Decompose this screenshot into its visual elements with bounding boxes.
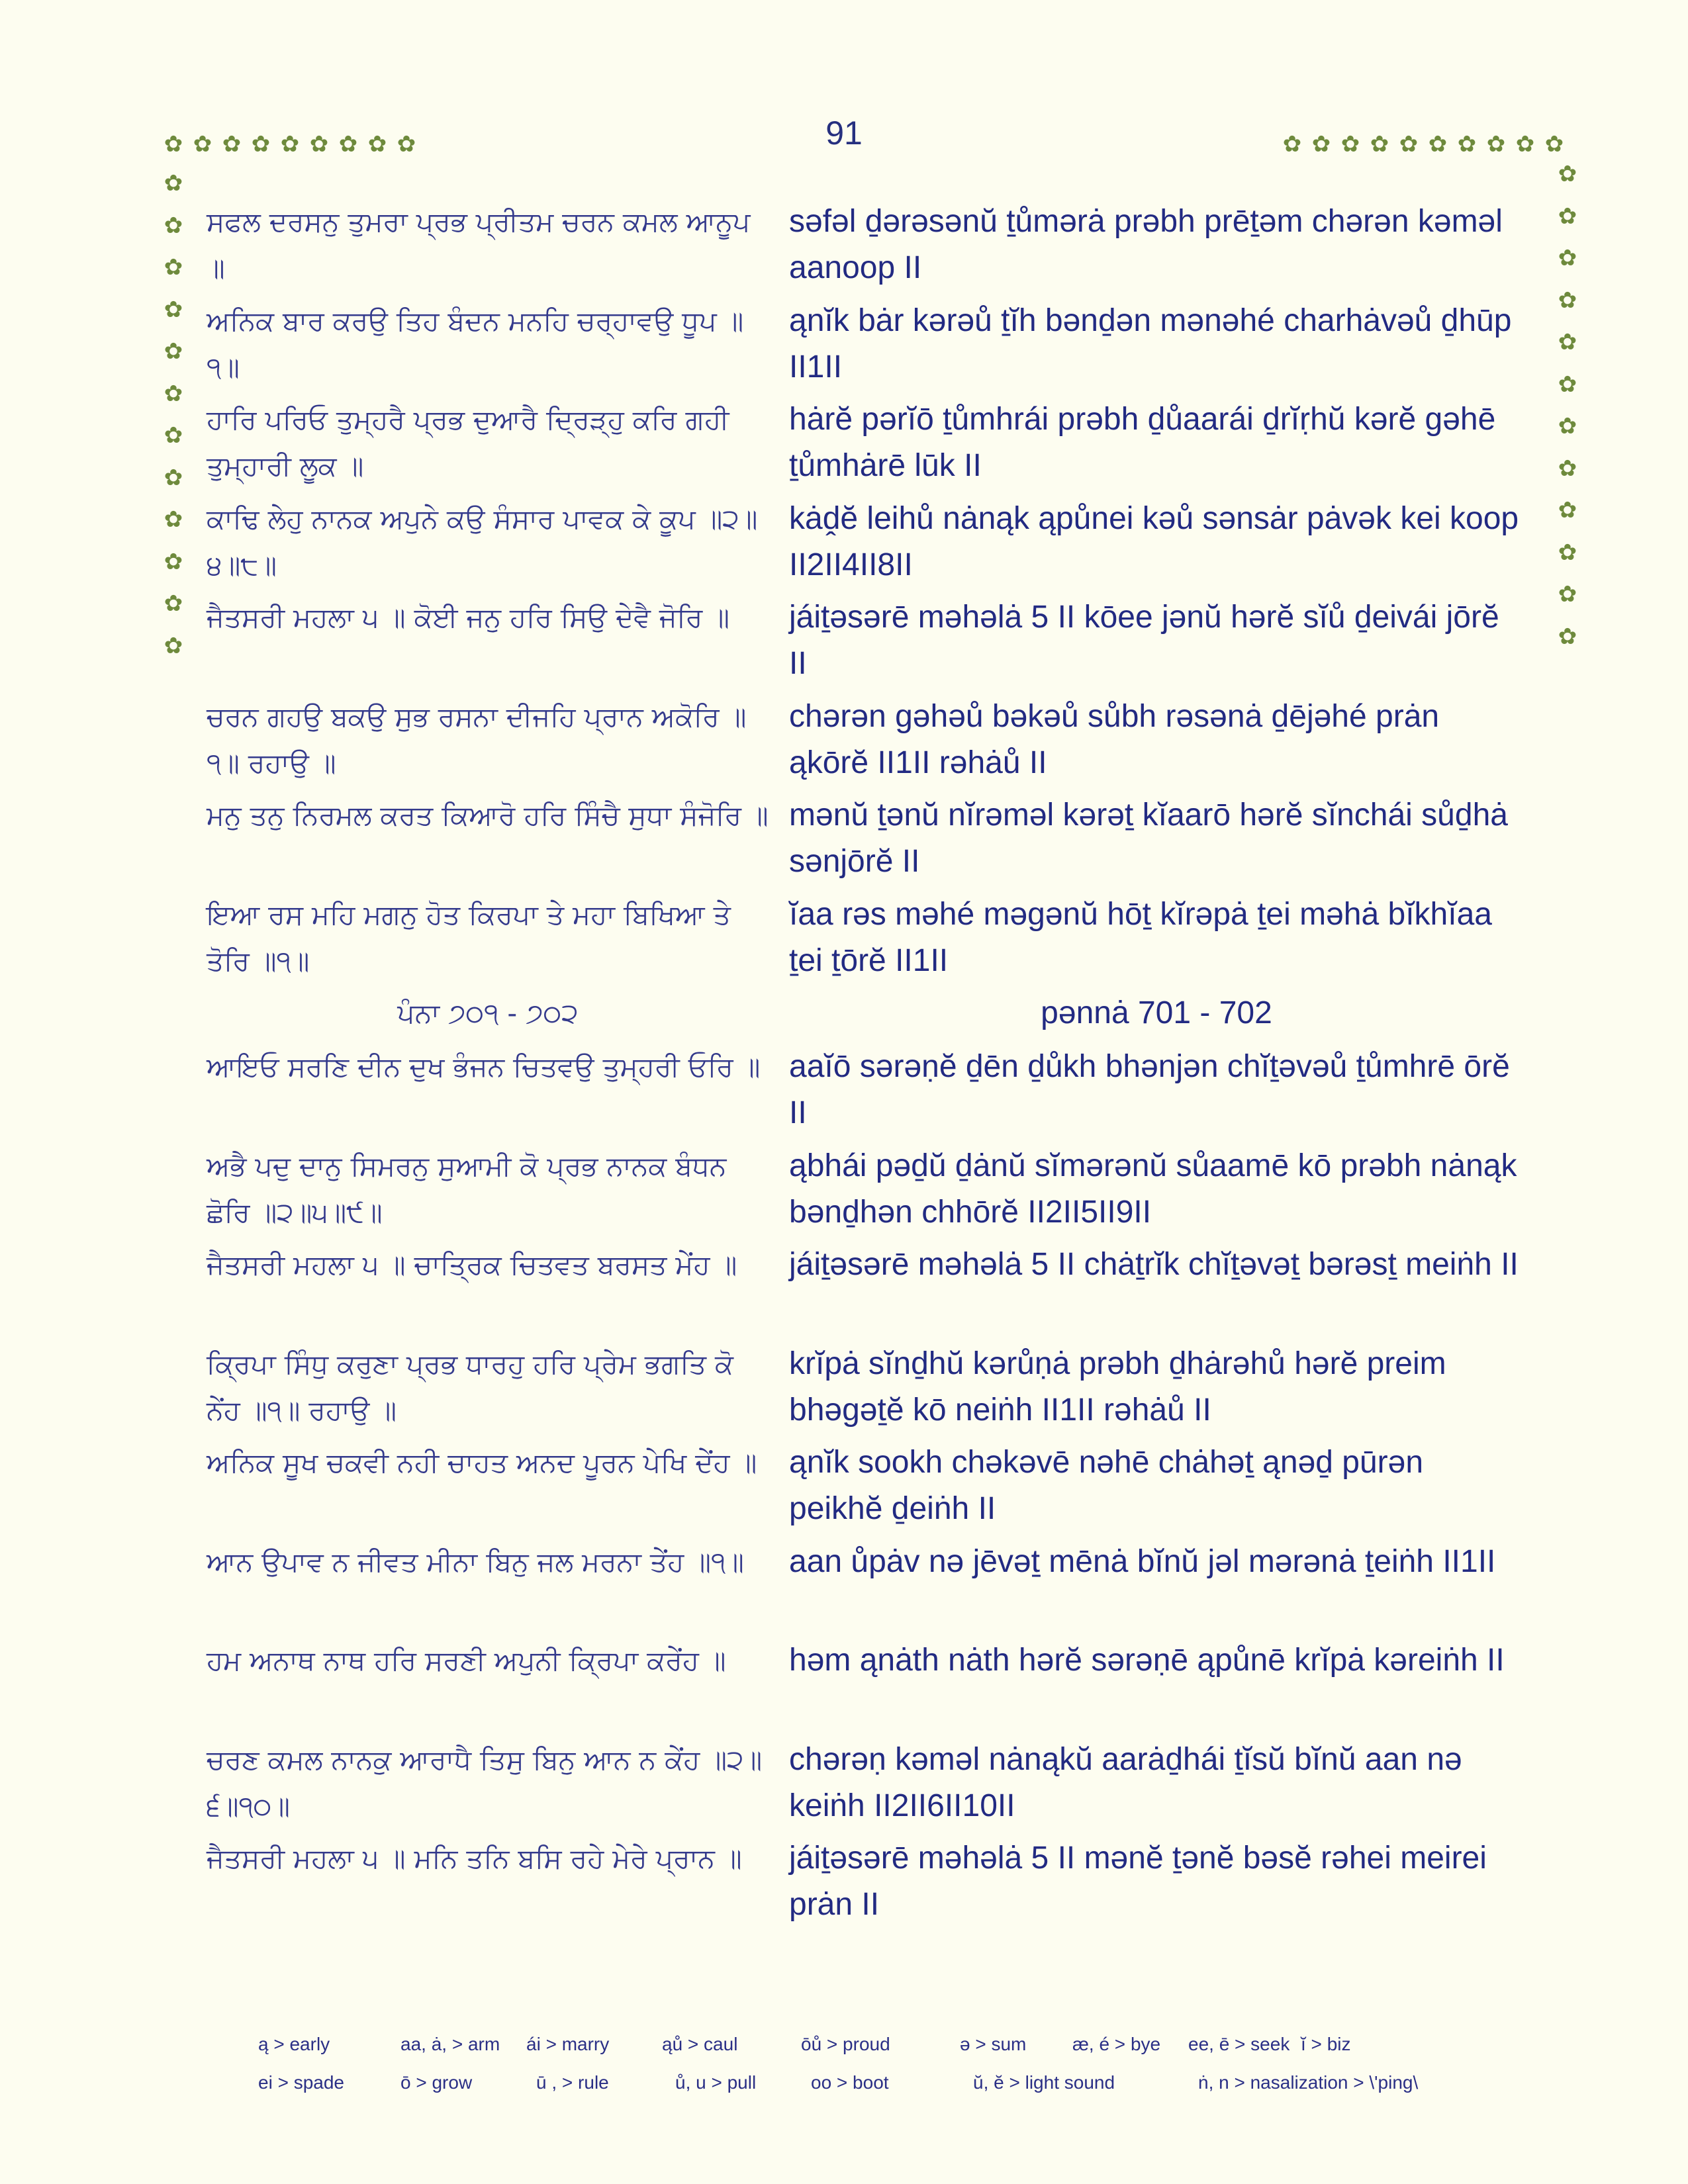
flower-icon: ✿ bbox=[1558, 161, 1577, 187]
flower-icon: ✿ bbox=[164, 632, 183, 659]
flower-icon: ✿ bbox=[164, 212, 183, 239]
flower-icon: ✿ bbox=[1558, 371, 1577, 398]
flower-icon: ✿ bbox=[164, 296, 183, 323]
gurmukhi-text: ਕਾਢਿ ਲੇਹੁ ਨਾਨਕ ਅਪੁਨੇ ਕਉ ਸੰਸਾਰ ਪਾਵਕ ਕੇ ਕੂਪ ॥੨॥੪॥੮॥ bbox=[207, 502, 758, 581]
transliteration-text: ąnĭk bȧr kərəů ṯĭh bənḏən mənəhé charhȧvəů ḏhūp II1II bbox=[789, 302, 1521, 385]
flower-icon: ✿ bbox=[1486, 131, 1506, 158]
verse-row bbox=[207, 694, 1524, 793]
flower-icon: ✿ bbox=[1544, 131, 1564, 158]
flower-icon: ✿ bbox=[1558, 581, 1577, 608]
flower-icon: ✿ bbox=[164, 131, 183, 158]
verse-row bbox=[207, 1439, 1524, 1539]
verse-table bbox=[207, 199, 1528, 1934]
legend-item: ŭ, ĕ > light sound bbox=[973, 2072, 1115, 2093]
flower-icon: ✿ bbox=[1558, 287, 1577, 314]
flower-icon: ✿ bbox=[280, 131, 300, 158]
transliteration-text: jáiṯəsərē məhəlȧ 5 II chȧṯrĭk chĭṯəvəṯ bərəsṯ meiṅh II bbox=[789, 1247, 1519, 1282]
flower-icon: ✿ bbox=[1558, 455, 1577, 482]
verse-row bbox=[207, 496, 1528, 595]
gurmukhi-text: ਜੈਤਸਰੀ ਮਹਲਾ ੫ ॥ ਕੋਈ ਜਨੁ ਹਰਿ ਸਿਉ ਦੇਵੈ ਜੋਰਿ ॥ bbox=[207, 602, 729, 633]
flower-icon: ✿ bbox=[1311, 131, 1331, 158]
verse-row bbox=[207, 891, 1524, 991]
legend-item: ū , > rule bbox=[536, 2072, 609, 2093]
legend-item: ō > grow bbox=[400, 2072, 473, 2093]
verse-row bbox=[207, 1835, 1524, 1934]
flower-icon: ✿ bbox=[338, 131, 358, 158]
flower-icon: ✿ bbox=[367, 131, 387, 158]
flower-icon: ✿ bbox=[222, 131, 242, 158]
legend-item: æ, é > bye bbox=[1072, 2034, 1161, 2054]
gurmukhi-text: ਹਮ ਅਨਾਥ ਨਾਥ ਹਰਿ ਸਰਣੀ ਅਪੁਨੀ ਕ੍ਰਿਪਾ ਕਰੇਂਹ ॥ bbox=[207, 1645, 726, 1676]
gurmukhi-text: ਜੈਤਸਰੀ ਮਹਲਾ ੫ ॥ ਚਾਤ੍ਰਿਕ ਚਿਤਵਤ ਬਰਸਤ ਮੇਂਹ ॥ bbox=[207, 1249, 737, 1281]
gurmukhi-text: ਚਰਣ ਕਮਲ ਨਾਨਕੁ ਆਰਾਧੈ ਤਿਸੁ ਬਿਨੁ ਆਨ ਨ ਕੇਂਹ ॥੨॥੬॥੧੦॥ bbox=[207, 1743, 763, 1822]
flower-icon: ✿ bbox=[1457, 131, 1477, 158]
flower-icon: ✿ bbox=[164, 506, 183, 533]
transliteration-text: ĭaa rəs məhé məgənŭ hōṯ kĭrəpȧ ṯei məhȧ bĭkhĭaa ṯei ṯōrĕ II1II bbox=[789, 896, 1501, 978]
verse-row bbox=[207, 792, 1524, 891]
legend-item: aa, ȧ, > arm bbox=[400, 2034, 500, 2054]
transliteration-text: jáiṯəsərē məhəlȧ 5 II kōee jənŭ hərĕ sĭů ḏeivái jōrĕ II bbox=[789, 600, 1508, 681]
gurmukhi-text: ਅਨਿਕ ਬਾਰ ਕਰਉ ਤਿਹ ਬੰਦਨ ਮਨਹਿ ਚਰ੍ਹਾਵਉ ਧੂਪ ॥੧॥ bbox=[207, 304, 744, 383]
flower-icon: ✿ bbox=[1558, 623, 1577, 650]
gurmukhi-text: ਆਇਓ ਸਰਣਿ ਦੀਨ ਦੁਖ ਭੰਜਨ ਚਿਤਵਉ ਤੁਮ੍ਹਰੀ ਓਰਿ ॥ bbox=[207, 1051, 761, 1083]
gurmukhi-text: ਅਨਿਕ ਸੂਖ ਚਕਵੀ ਨਹੀ ਚਾਹਤ ਅਨਦ ਪੂਰਨ ਪੇਖਿ ਦੇਂਹ ॥ bbox=[207, 1447, 757, 1479]
verse-row bbox=[207, 1341, 1524, 1440]
transliteration-text: səfəl ḏərəsənŭ ṯůmərȧ prəbh prēṯəm chərən kəməl aanoop II bbox=[789, 204, 1512, 285]
flower-icon: ✿ bbox=[1558, 413, 1577, 439]
page-range-header bbox=[207, 990, 1524, 1044]
gurmukhi-text: ਆਨ ਉਪਾਵ ਨ ਜੀਵਤ ਮੀਨਾ ਬਿਨੁ ਜਲ ਮਰਨਾ ਤੇਂਹ ॥੧॥ bbox=[207, 1545, 744, 1578]
transliteration-text: hȧrĕ pərĭō ṯůmhrái prəbh ḏůaarái ḏrĭṛhŭ kərĕ gəhē ṯůmhȧrē lūk II bbox=[789, 402, 1505, 483]
legend-item: ĭ > biz bbox=[1301, 2034, 1351, 2054]
transliteration-text: chərən gəhəů bəkəů sůbh rəsənȧ ḏējəhé prȧn ąkōrĕ II1II rəhȧů II bbox=[789, 698, 1448, 780]
gurmukhi-text: ਪੰਨਾ ੭੦੧ - ੭੦੨ bbox=[397, 997, 579, 1029]
verse-row bbox=[207, 594, 1524, 694]
flower-icon: ✿ bbox=[1558, 329, 1577, 355]
legend-row bbox=[258, 2064, 1516, 2102]
legend-item: ei > spade bbox=[258, 2072, 344, 2093]
legend-item: ee, ē > seek bbox=[1188, 2034, 1290, 2054]
page-number: 91 bbox=[825, 114, 863, 152]
flower-icon: ✿ bbox=[1515, 131, 1535, 158]
transliteration-text: mənŭ ṯənŭ nĭrəməl kərəṯ kĭaarō hərĕ sĭnchái sůḏhȧ sənjōrĕ II bbox=[789, 797, 1517, 879]
verse-row bbox=[207, 199, 1524, 298]
gurmukhi-text: ਹਾਰਿ ਪਰਿਓ ਤੁਮ੍ਹਰੈ ਪ੍ਰਭ ਦੁਆਰੈ ਦ੍ਰਿੜ੍ਹੁ ਕਰਿ ਗਹੀ ਤੁਮ੍ਹਾਰੀ ਲੂਕ ॥ bbox=[207, 404, 738, 482]
flower-icon: ✿ bbox=[251, 131, 271, 158]
transliteration-text: aan ůpȧv nə jēvəṯ mēnȧ bĭnŭ jəl mərənȧ ṯeiṅh II1II bbox=[789, 1543, 1496, 1579]
verse-row bbox=[207, 1044, 1524, 1143]
right-flower-border bbox=[1553, 154, 1582, 658]
verse-row bbox=[207, 1637, 1524, 1737]
transliteration-text: kȧḓĕ leihů nȧnąk ąpůnei kəů sənsȧr pȧvək kei koop II2II4II8II bbox=[789, 500, 1528, 582]
legend-item: ṅ, n > nasalization > \'ping\ bbox=[1198, 2072, 1419, 2093]
legend-item: ái > marry bbox=[526, 2034, 610, 2054]
transliteration-text: həm ąnȧth nȧth hərĕ sərəṇē ąpůnē krĭpȧ kəreiṅh II bbox=[789, 1643, 1505, 1678]
legend-row bbox=[258, 2025, 1516, 2064]
verse-row bbox=[207, 1143, 1524, 1242]
flower-icon: ✿ bbox=[1558, 245, 1577, 271]
transliteration-text: chərəṇ kəməl nȧnąkŭ aarȧḏhái ṯĭsŭ bĭnŭ aan nə keiṅh II2II6II10II bbox=[789, 1741, 1472, 1823]
transliteration-text: ąnĭk sookh chəkəvē nəhē chȧhəṯ ąnəḏ pūrən peikhĕ ḏeiṅh II bbox=[789, 1445, 1432, 1526]
transliteration-text: ąbhái pəḏŭ ḏȧnŭ sĭmərənŭ sůaamē kō prəbh nȧnąk bənḏhən chhōrĕ II2II5II9II bbox=[789, 1148, 1526, 1230]
left-flower-border bbox=[159, 163, 188, 667]
flower-icon: ✿ bbox=[1282, 131, 1302, 158]
transliteration-text: pənnȧ 701 - 702 bbox=[1041, 995, 1272, 1030]
flower-icon: ✿ bbox=[164, 254, 183, 281]
verse-row bbox=[207, 1539, 1524, 1638]
gurmukhi-text: ਇਆ ਰਸ ਮਹਿ ਮਗਨੁ ਹੋਤ ਕਿਰਪਾ ਤੇ ਮਹਾ ਬਿਖਿਆ ਤੇ ਤੋਰਿ ॥੧॥ bbox=[207, 898, 739, 977]
verse-row bbox=[207, 1242, 1524, 1341]
flower-icon: ✿ bbox=[1370, 131, 1389, 158]
flower-icon: ✿ bbox=[164, 590, 183, 617]
flower-icon: ✿ bbox=[164, 380, 183, 407]
flower-icon: ✿ bbox=[1558, 539, 1577, 566]
legend-item: oo > boot bbox=[811, 2072, 889, 2093]
flower-icon: ✿ bbox=[1399, 131, 1419, 158]
gurmukhi-text: ਜੈਤਸਰੀ ਮਹਲਾ ੫ ॥ ਮਨਿ ਤਨਿ ਬਸਿ ਰਹੇ ਮੇਰੇ ਪ੍ਰਾਨ ॥ bbox=[207, 1843, 742, 1874]
gurmukhi-text: ਸਫਲ ਦਰਸਨੁ ਤੁਮਰਾ ਪ੍ਰਭ ਪ੍ਰੀਤਮ ਚਰਨ ਕਮਲ ਆਨੂਪ ॥ bbox=[207, 206, 759, 284]
flower-icon: ✿ bbox=[164, 548, 183, 575]
flower-icon: ✿ bbox=[193, 131, 212, 158]
flower-icon: ✿ bbox=[164, 464, 183, 491]
transliteration-text: krĭpȧ sĭnḏhŭ kərůṇȧ prəbh ḏhȧrəhů hərĕ preim bhəgəṯĕ kō neiṅh II1II rəhȧů II bbox=[789, 1345, 1455, 1428]
gurmukhi-text: ਕ੍ਰਿਪਾ ਸਿੰਧੁ ਕਰੁਣਾ ਪ੍ਰਭ ਧਾਰਹੁ ਹਰਿ ਪ੍ਰੇਮ ਭਗਤਿ ਕੋ ਨੇਂਹ ॥੧॥ ਰਹਾਉ ॥ bbox=[207, 1347, 743, 1426]
legend-item: ąů > caul bbox=[662, 2034, 738, 2054]
gurmukhi-text: ਮਨੁ ਤਨੁ ਨਿਰਮਲ ਕਰਤ ਕਿਆਰੋ ਹਰਿ ਸਿੰਚੈ ਸੁਧਾ ਸੰਜੋਰਿ ॥ bbox=[207, 799, 769, 831]
gurmukhi-text: ਅਭੈ ਪਦੁ ਦਾਨੁ ਸਿਮਰਨੁ ਸੁਆਮੀ ਕੋ ਪ੍ਰਭ ਨਾਨਕ ਬੰਧਨ ਛੋਰਿ ॥੨॥੫॥੯॥ bbox=[207, 1150, 735, 1228]
verse-row bbox=[207, 396, 1524, 496]
flower-icon: ✿ bbox=[164, 170, 183, 197]
flower-icon: ✿ bbox=[1428, 131, 1448, 158]
flower-icon: ✿ bbox=[309, 131, 329, 158]
transliteration-text: jáiṯəsərē məhəlȧ 5 II mənĕ ṯənĕ bəsĕ rəhei meirei prȧn II bbox=[789, 1841, 1496, 1922]
flower-icon: ✿ bbox=[1558, 497, 1577, 523]
flower-icon: ✿ bbox=[1340, 131, 1360, 158]
flower-icon: ✿ bbox=[1558, 203, 1577, 230]
flower-icon: ✿ bbox=[164, 422, 183, 449]
flower-icon: ✿ bbox=[164, 338, 183, 365]
transliteration-text: aaĭō sərəṇĕ ḏēn ḏůkh bhənjən chĭṯəvəů ṯůmhrē ōrĕ II bbox=[789, 1049, 1519, 1130]
verse-row bbox=[207, 298, 1524, 397]
gurmukhi-text: ਚਰਨ ਗਹਉ ਬਕਉ ਸੁਭ ਰਸਨਾ ਦੀਜਹਿ ਪ੍ਰਾਨ ਅਕੋਰਿ ॥੧॥ ਰਹਾਉ ॥ bbox=[207, 700, 747, 779]
legend-item: ōů > proud bbox=[801, 2034, 890, 2054]
legend-item: ə > sum bbox=[960, 2034, 1027, 2054]
legend-item: ą > early bbox=[258, 2034, 330, 2054]
flower-icon: ✿ bbox=[397, 131, 416, 158]
legend-item: ů, u > pull bbox=[675, 2072, 757, 2093]
verse-row bbox=[207, 1737, 1524, 1836]
pronunciation-legend bbox=[258, 2025, 1516, 2102]
